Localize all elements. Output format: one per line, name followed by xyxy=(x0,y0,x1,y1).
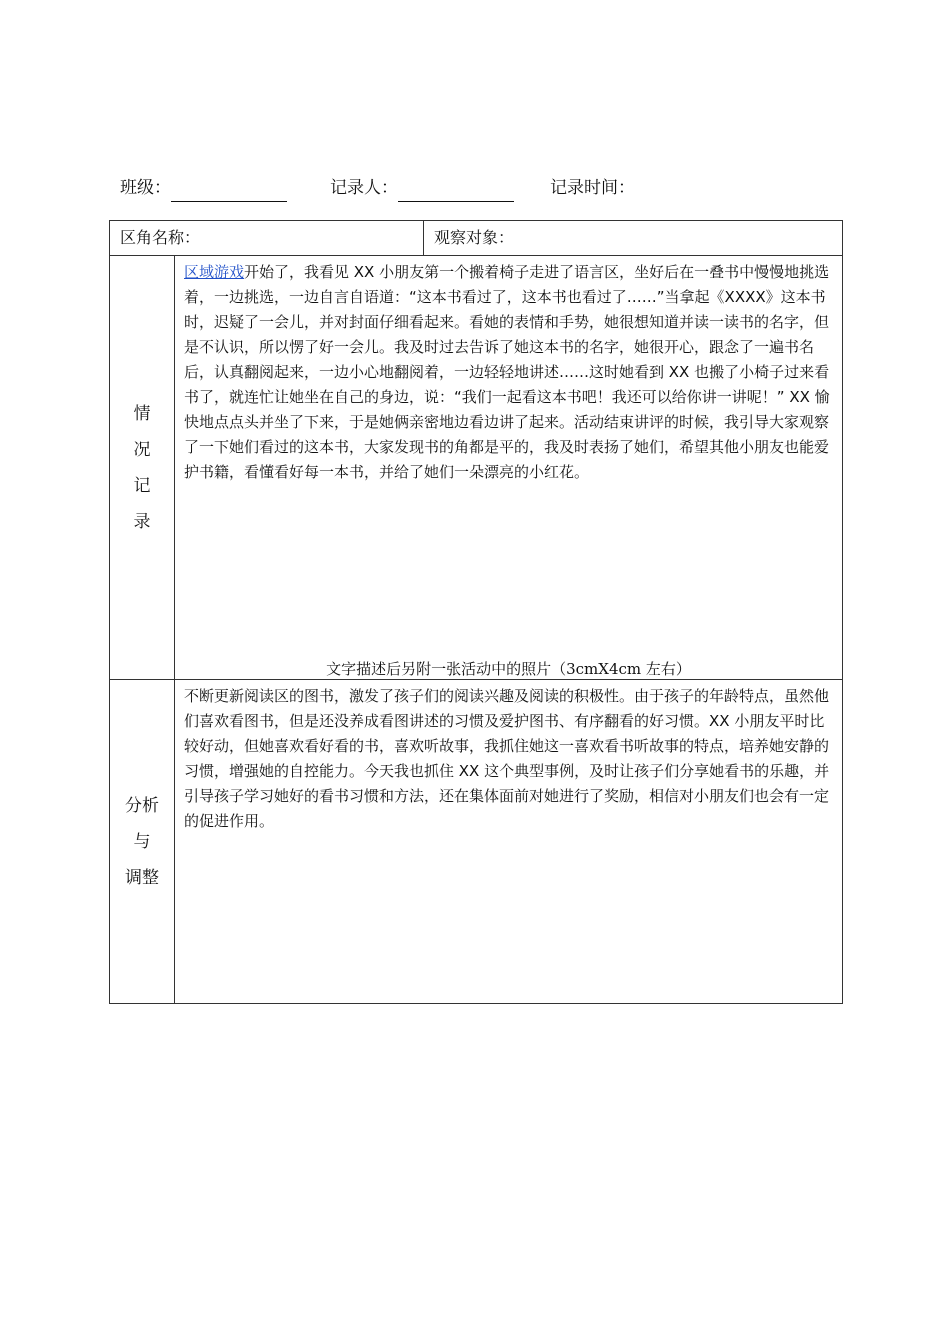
situation-row xyxy=(110,256,843,680)
analysis-row xyxy=(110,680,843,1004)
analysis-label-line: 分析 xyxy=(125,795,159,816)
recorder-field xyxy=(330,174,514,202)
analysis-label-line: 与 xyxy=(133,831,151,852)
area-name-cell[interactable] xyxy=(110,221,424,256)
situation-label xyxy=(110,256,175,680)
situation-body: 开始了，我看见 XX 小朋友第一个搬着椅子走进了语言区，坐好后在一叠书中慢慢地挑选着，一边挑选，一边自言自语道：“这本书看过了，这本书也看过了……”当拿起《XXXX》这本书时，迟疑了一会儿，并对封面仔细看起来。看她的表情和手势，她很想知道并读一读书的名字，但是不认识，所以愣了好一会儿。我及时过去告诉了她这本书的名字，她很开心，跟念了一遍书名后，认真翻阅起来，一边小心地翻阅着，一边轻轻地讲述……这时她看到 XX 也搬了小椅子过来看书了，就连忙让她坐在自己的身边，说：“我们一起看这本书吧！我还可以给你讲一讲呢！” XX 愉快地点点头并坐了下来，于是她俩亲密地边看边讲了起来。活动结束讲评的时候，我引导大家观察了一下她们看过的这本书，大家发现书的角都是平的，我及时表扬了她们，希望其他小朋友也能爱护书籍，看懂看好每一本书，并给了她们一朵漂亮的小红花。 xyxy=(184,263,830,481)
analysis-text: 不断更新阅读区的图书，激发了孩子们的阅读兴趣及阅读的积极性。由于孩子的年龄特点，虽然他们喜欢看图书，但是还没养成看图讲述的习惯及爱护图书、有序翻看的好习惯。XX 小朋友平时比较好动，但她喜欢看好看的书，喜欢听故事，我抓住她这一喜欢看书听故事的特点，培养她安静的习惯，增强她的自控能力。今天我也抓住 XX 这个典型事例，及时让孩子们分享她看书的乐趣，并引导孩子学习她好的看书习惯和方法，还在集体面前对她进行了奖励，相信对小朋友们也会有一定的促进作用。 xyxy=(184,687,830,830)
analysis-label-line: 调整 xyxy=(125,867,159,888)
observe-target-cell[interactable] xyxy=(424,221,843,256)
time-field xyxy=(550,174,635,202)
time-label: 记录时间： xyxy=(550,178,635,198)
observation-record-table xyxy=(109,220,843,1004)
class-label: 班级： xyxy=(120,178,171,198)
area-game-link[interactable]: 区域游戏 xyxy=(184,263,245,281)
situation-content-cell[interactable] xyxy=(175,256,843,680)
situation-text xyxy=(184,260,834,485)
situation-label-char: 录 xyxy=(133,511,151,532)
class-field xyxy=(120,174,287,202)
recorder-label: 记录人： xyxy=(330,178,398,198)
table-header-row xyxy=(110,221,843,256)
class-blank[interactable] xyxy=(171,179,287,202)
situation-label-char: 情 xyxy=(133,403,151,424)
observe-target-label: 观察对象： xyxy=(434,228,515,247)
analysis-label xyxy=(110,680,175,1004)
photo-note: 文字描述后另附一张活动中的照片（3cmX4cm 左右） xyxy=(326,660,691,678)
situation-label-char: 记 xyxy=(133,475,151,496)
analysis-content-cell[interactable] xyxy=(175,680,843,1004)
situation-label-char: 况 xyxy=(133,439,151,460)
area-name-label: 区角名称： xyxy=(120,228,201,247)
recorder-blank[interactable] xyxy=(398,179,514,202)
